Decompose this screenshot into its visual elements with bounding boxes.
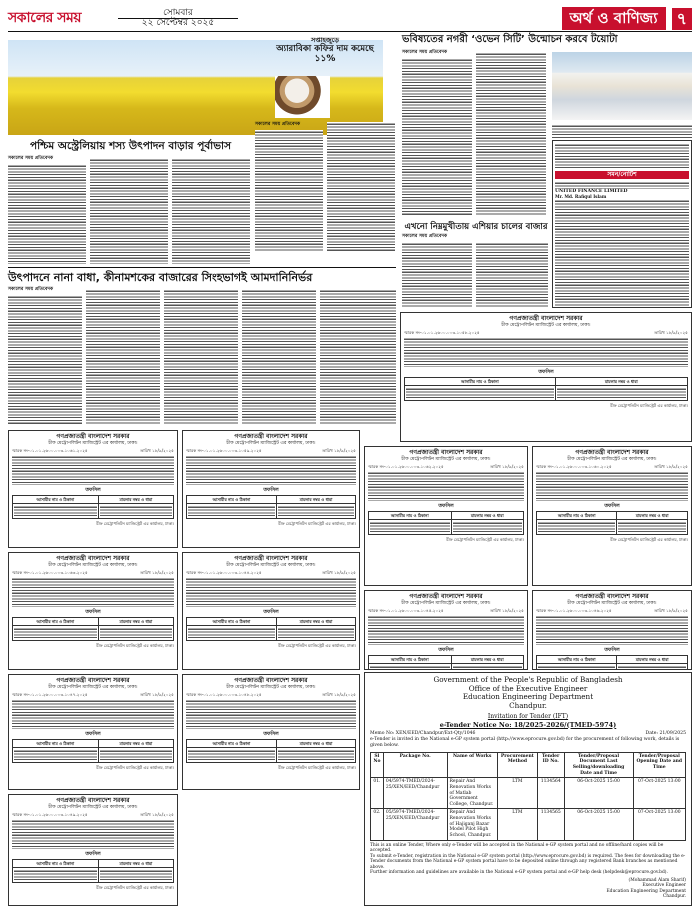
cinema-body-col3 (164, 289, 238, 425)
tender-signer-title: Executive Engineer (642, 883, 686, 889)
notice-meta (536, 464, 688, 469)
notice-col-case: মামলার নম্বর ও ধারা (555, 378, 687, 386)
notice-col-accused: আসামীর নাম ও ঠিকানা (405, 378, 556, 386)
notice-signature: চীফ মেট্রোপলিটন ম্যাজিস্ট্রেট এর কার্যালয়, ঢাকা। (96, 765, 174, 771)
notice-schedule-title: তফসিল (538, 369, 554, 376)
notice-schedule-title: তফসিল (85, 487, 101, 494)
tender-cell: Repair And Renovation Works of Hajiganj Bazar Model Pilot High School, Chandpur. (447, 809, 497, 840)
notice-table (186, 495, 356, 519)
notice-schedule-title: তফসিল (263, 731, 279, 738)
wheat-headline: পশ্চিম অস্ট্রেলিয়ায় শস্য উৎপাদন বাড়ার পূর্বাভাস (29, 140, 232, 152)
oven-city-body-col1 (402, 58, 472, 216)
notice-col-accused: আসামীর নাম ও ঠিকানা (187, 496, 277, 504)
tender-row (371, 809, 686, 840)
notice-col-case: মামলার নম্বর ও ধারা (98, 860, 173, 868)
notice-col-accused: আসামীর নাম ও ঠিকানা (13, 618, 99, 626)
notice-court: চীফ মেট্রোপলিটন ম্যাজিস্ট্রেট এর কার্যালয়, ঢাকা। (48, 804, 138, 810)
summons-intro-text (555, 143, 689, 169)
notice-date: তারিখ ১৮/৯/২০২৫ (140, 692, 174, 698)
section-name: অর্থ ও বাণিজ্য (562, 7, 666, 30)
tender-col-header: Procurement Method (497, 752, 537, 778)
cinema-body-col5 (320, 289, 396, 425)
notice-table (536, 655, 688, 670)
notice-col-accused: আসামীর নাম ও ঠিকানা (369, 656, 452, 664)
notice-table (12, 859, 174, 883)
coffee-byline: সকালের সময় প্রতিবেদক (255, 122, 301, 127)
tender-cell: 1134565 (537, 809, 564, 840)
coffee-figure: ১১% (314, 54, 336, 65)
coffee-body-right (327, 122, 395, 252)
coffee-body-left (255, 130, 323, 252)
court-notice (400, 312, 692, 442)
notice-body (536, 471, 688, 501)
notice-schedule-title: তফসিল (438, 647, 454, 654)
tender-cell: LTM (497, 809, 537, 840)
wheat-body-col3 (172, 158, 250, 264)
notice-col-accused: আসামীর নাম ও ঠিকানা (187, 740, 277, 748)
notice-date: তারিখ ১৮/৯/২০২৫ (654, 464, 688, 470)
court-notice (532, 590, 692, 670)
tender-date: Date: 21/09/2025 (645, 730, 686, 736)
oven-city-caption (552, 124, 692, 138)
summons-name: Mr. Md. Rafiqul Islam (555, 194, 607, 200)
notice-table (536, 511, 688, 535)
notice-memo: স্মারক নং-০১.০১.২৬০০.০০৩.১০৪৭.২০২৫ (12, 692, 88, 698)
notice-meta (186, 448, 356, 453)
tender-col-header: Tender ID No. (537, 752, 564, 778)
notice-court: চীফ মেট্রোপলিটন ম্যাজিস্ট্রেট এর কার্যালয়, ঢাকা। (48, 562, 138, 568)
notice-memo: স্মারক নং-০১.০১.২৬০০.০০৩.১০৬০.২০২৫ (536, 464, 612, 470)
notice-table (368, 655, 524, 670)
notice-body (12, 819, 174, 849)
notice-date: তারিখ ১৮/৯/২০২৫ (322, 570, 356, 576)
notice-date: তারিখ ১৮/৯/২০২৫ (140, 570, 174, 576)
tender-cell: Repair And Renovation Works of Matlab Government College, Chandpur. (447, 778, 497, 809)
notice-meta (12, 570, 174, 575)
notice-meta (536, 608, 688, 613)
notice-signature: চীফ মেট্রোপলিটন ম্যাজিস্ট্রেট এর কার্যালয়, ঢাকা। (278, 643, 356, 649)
notice-gov: গণপ্রজাতন্ত্রী বাংলাদেশ সরকার (234, 433, 308, 440)
notice-col-accused: আসামীর নাম ও ঠিকানা (13, 496, 99, 504)
issue-day: সোমবার (163, 7, 193, 18)
notice-gov: গণপ্রজাতন্ত্রী বাংলাদেশ সরকার (56, 555, 130, 562)
notice-table (12, 739, 174, 763)
notice-meta (12, 692, 174, 697)
notice-court: চীফ মেট্রোপলিটন ম্যাজিস্ট্রেট এর কার্যালয়, ঢাকা। (226, 684, 316, 690)
rice-body-col2 (476, 242, 548, 308)
summons-company: UNITED FINANCE LIMITED (555, 188, 628, 194)
cinema-byline: সকালের সময় প্রতিবেদক (8, 287, 54, 292)
notice-col-case: মামলার নম্বর ও ধারা (98, 496, 173, 504)
issue-date: ২২ সেপ্টেম্বর ২০২৫ (118, 18, 238, 28)
newspaper-logo: সকালের সময় (8, 9, 82, 26)
notice-gov: গণপ্রজাতন্ত্রী বাংলাদেশ সরকার (509, 315, 583, 322)
notice-date: তারিখ ১৮/৯/২০২৫ (654, 608, 688, 614)
notice-meta (12, 812, 174, 817)
notice-table (186, 617, 356, 641)
notice-col-case: মামলার নম্বর ও ধারা (451, 656, 524, 664)
tender-notice (364, 672, 692, 906)
tender-col-header: Name of Works (447, 752, 497, 778)
coffee-photo (275, 76, 330, 118)
coffee-kicker: সপ্তাহজুড়ে (310, 36, 339, 44)
notice-date: তারিখ ১৮/৯/২০২৫ (322, 692, 356, 698)
notice-meta (186, 570, 356, 575)
rice-body-col1 (402, 242, 472, 308)
section-tag (562, 7, 692, 30)
notice-col-accused: আসামীর নাম ও ঠিকানা (537, 656, 617, 664)
notice-schedule-title: তফসিল (263, 609, 279, 616)
tender-row (371, 778, 686, 809)
tender-intro: e-Tender is invited in the National e-GP system portal (http://www.eprocure.gov.bd) for the procurement of following work, details is given below. (370, 737, 680, 749)
tender-col-header: Package No. (383, 752, 447, 778)
tender-signature (370, 878, 686, 900)
notice-memo: স্মারক নং-০১.০১.২৬০০.০০৩.১০৫৮.২০২৫ (404, 330, 480, 336)
notice-col-accused: আসামীর নাম ও ঠিকানা (537, 512, 617, 520)
tender-cell: 06-Oct-2025 15:00 (564, 778, 633, 809)
notice-memo: স্মারক নং-০১.০১.২৬০০.০০৩.১০৬৩.২০২৫ (12, 570, 88, 576)
oven-city-byline: সকালের সময় প্রতিবেদক (402, 50, 448, 55)
summons-notice-ad (552, 140, 692, 308)
notice-court: চীফ মেট্রোপলিটন ম্যাজিস্ট্রেট এর কার্যালয়, ঢাকা। (401, 456, 491, 462)
tender-cell: 07-Oct-2025 13:00 (633, 809, 685, 840)
tender-cell: LTM (497, 778, 537, 809)
notice-memo: স্মারক নং-০১.০১.২৬০০.০০৩.১০৪৮.২০২৫ (186, 692, 262, 698)
notice-memo: স্মারক নং-০১.০১.২৬০০.০০৩.১০৪৪.২০২৫ (186, 570, 262, 576)
notice-schedule-title: তফসিল (85, 609, 101, 616)
notice-court: চীফ মেট্রোপলিটন ম্যাজিস্ট্রেট এর কার্যালয়, ঢাকা। (226, 440, 316, 446)
notice-memo: স্মারক নং-০১.০১.২৬০০.০০৩.১০৪৯.২০২৫ (12, 812, 88, 818)
tender-cell: 04/5974-TMED/2024-25/XEN/EED/Chandpur (383, 778, 447, 809)
court-notice (8, 552, 178, 670)
notice-table (186, 739, 356, 763)
tender-table (370, 752, 686, 841)
notice-body (368, 615, 524, 645)
notice-court: চীফ মেট্রোপলিটন ম্যাজিস্ট্রেট এর কার্যালয়, ঢাকা। (48, 684, 138, 690)
notice-col-case: মামলার নম্বর ও ধারা (617, 656, 688, 664)
notice-meta (186, 692, 356, 697)
notice-body (404, 337, 688, 367)
masthead (8, 6, 692, 32)
tender-gov: Government of the People's Republic of Bangladesh (433, 675, 623, 684)
notice-signature: চীফ মেট্রোপলিটন ম্যাজিস্ট্রেট এর কার্যালয়, ঢাকা। (610, 537, 688, 543)
notice-col-accused: আসামীর নাম ও ঠিকানা (13, 860, 99, 868)
notice-gov: গণপ্রজাতন্ত্রী বাংলাদেশ সরকার (409, 593, 483, 600)
notice-body (186, 455, 356, 485)
oven-city-render-photo (552, 52, 692, 120)
notice-signature: চীফ মেট্রোপলিটন ম্যাজিস্ট্রেট এর কার্যালয়, ঢাকা। (96, 643, 174, 649)
tender-signer: (Mohammad Alam Sharif) (628, 877, 686, 883)
notice-signature: চীফ মেট্রোপলিটন ম্যাজিস্ট্রেট এর কার্যালয়, ঢাকা। (96, 521, 174, 527)
wheat-byline: সকালের সময় প্রতিবেদক (8, 156, 54, 161)
court-notice (8, 794, 178, 906)
court-notice (532, 446, 692, 586)
notice-col-case: মামলার নম্বর ও ধারা (451, 512, 524, 520)
tender-col-header: Tender/Proposal Opening Date and Time (633, 752, 685, 778)
tender-invitation: Invitation for Tender (IFT) (487, 713, 569, 720)
dateline (118, 9, 238, 29)
cinema-body-col1 (8, 295, 82, 425)
tender-notice-no: e-Tender Notice No: 18/2025-2026/(TMED-5974) (439, 720, 617, 729)
tender-col-header: Tender/Proposal Document Last Selling/downloading Date and Time (564, 752, 633, 778)
wheat-body-col1 (8, 164, 86, 264)
court-notice (364, 446, 528, 586)
tender-memo: Memo No: XEN/EED/Chandpur/Ext-Qty/1046 (370, 730, 476, 736)
notice-schedule-title: তফসিল (263, 487, 279, 494)
notice-col-case: মামলার নম্বর ও ধারা (276, 740, 355, 748)
wheat-body-col2 (90, 158, 168, 264)
tender-signer-place: Chandpur. (662, 894, 686, 900)
notice-col-accused: আসামীর নাম ও ঠিকানা (369, 512, 452, 520)
court-notice (182, 674, 360, 790)
notice-signature: চীফ মেট্রোপলিটন ম্যাজিস্ট্রেট এর কার্যালয়, ঢাকা। (610, 403, 688, 409)
tender-place: Chandpur. (509, 700, 547, 710)
notice-col-accused: আসামীর নাম ও ঠিকানা (13, 740, 99, 748)
notice-memo: স্মারক নং-০১.০১.২৬০০.০০৩.১০৬১.২০২৫ (12, 448, 88, 454)
cinema-headline: উৎপাদনে নানা বাধা, কীনামশকের বাজারের সিংহভাগই আমদানিনির্ভর (8, 271, 313, 284)
notice-schedule-title: তফসিল (604, 503, 620, 510)
cinema-body-col2 (86, 289, 160, 425)
tender-table-body (371, 778, 686, 840)
notice-court: চীফ মেট্রোপলিটন ম্যাজিস্ট্রেট এর কার্যালয়, ঢাকা। (567, 600, 657, 606)
tender-cell: 07-Oct-2025 13:00 (633, 778, 685, 809)
tender-cell: 01. (371, 778, 384, 809)
notice-date: তারিখ ১৮/৯/২০২৫ (654, 330, 688, 336)
notice-meta (368, 464, 524, 469)
notice-table (12, 617, 174, 641)
notice-schedule-title: তফসিল (85, 851, 101, 858)
notice-body (12, 455, 174, 485)
notice-memo: স্মারক নং-০১.০১.২৬০০.০০৩.১০৪৬.২০২৫ (536, 608, 612, 614)
court-notice (8, 430, 178, 548)
notice-gov: গণপ্রজাতন্ত্রী বাংলাদেশ সরকার (409, 449, 483, 456)
notice-schedule-title: তফসিল (438, 503, 454, 510)
notice-meta (368, 608, 524, 613)
notice-gov: গণপ্রজাতন্ত্রী বাংলাদেশ সরকার (56, 797, 130, 804)
tender-cell: 05/5974-TMED/2024-25/XEN/EED/Chandpur (383, 809, 447, 840)
notice-date: তারিখ ১৮/৯/২০২৫ (490, 608, 524, 614)
tender-col-header: Sl No (371, 752, 384, 778)
tender-footer-3: Further information and guidelines are available in the National e-GP system portal and e-GP help desk (helpdesk@eprocure.gov.bd). (370, 870, 668, 876)
notice-col-case: মামলার নম্বর ও ধারা (276, 496, 355, 504)
notice-col-case: মামলার নম্বর ও ধারা (98, 618, 173, 626)
notice-date: তারিখ ১৮/৯/২০২৫ (322, 448, 356, 454)
notice-table (12, 495, 174, 519)
notice-signature: চীফ মেট্রোপলিটন ম্যাজিস্ট্রেট এর কার্যালয়, ঢাকা। (96, 885, 174, 891)
tender-office: Office of the Executive Engineer (468, 683, 588, 693)
notice-signature: চীফ মেট্রোপলিটন ম্যাজিস্ট্রেট এর কার্যালয়, ঢাকা। (278, 521, 356, 527)
notice-court: চীফ মেট্রোপলিটন ম্যাজিস্ট্রেট এর কার্যালয়, ঢাকা। (501, 322, 591, 328)
oven-city-headline: ভবিষ্যতের নগরী ‘ওভেন সিটি’ উন্মোচন করবে টয়োটা (402, 34, 618, 45)
notice-signature: চীফ মেট্রোপলিটন ম্যাজিস্ট্রেট এর কার্যালয়, ঢাকা। (278, 765, 356, 771)
notice-gov: গণপ্রজাতন্ত্রী বাংলাদেশ সরকার (575, 593, 649, 600)
notice-signature: চীফ মেট্রোপলিটন ম্যাজিস্ট্রেট এর কার্যালয়, ঢাকা। (446, 537, 524, 543)
notice-meta (12, 448, 174, 453)
tender-footer-2: To submit e-Tender, registration in the National e-GP system portal (http://www.eprocure.gov.bd) is required. The fees for downloading the e-Tender documents from the National e-GP system portal have to be deposited online through any registered Bank branches as mentioned above. (370, 853, 686, 870)
notice-col-case: মামলার নম্বর ও ধারা (98, 740, 173, 748)
notice-body (536, 615, 688, 645)
notice-date: তারিখ ১৮/৯/২০২৫ (140, 812, 174, 818)
notice-body (12, 699, 174, 729)
rice-headline: এখনো নিম্নমুখীতায় এশিয়ার চালের বাজার (404, 222, 548, 232)
court-notice (364, 590, 528, 670)
court-notice (8, 674, 178, 790)
tender-table-header (371, 752, 686, 778)
notice-gov: গণপ্রজাতন্ত্রী বাংলাদেশ সরকার (56, 677, 130, 684)
tender-cell: 06-Oct-2025 15:00 (564, 809, 633, 840)
notice-gov: গণপ্রজাতন্ত্রী বাংলাদেশ সরকার (56, 433, 130, 440)
tender-memo-row (370, 731, 686, 737)
summons-title: সমন/নোটিশ (555, 171, 689, 179)
court-notice (182, 552, 360, 670)
coffee-headline: অ্যারাবিকা কফির দাম কমেছে (276, 44, 374, 55)
notice-col-case: মামলার নম্বর ও ধারা (617, 512, 688, 520)
notice-court: চীফ মেট্রোপলিটন ম্যাজিস্ট্রেট এর কার্যালয়, ঢাকা। (226, 562, 316, 568)
notice-table (404, 377, 688, 401)
notice-schedule-title: তফসিল (85, 731, 101, 738)
notice-court: চীফ মেট্রোপলিটন ম্যাজিস্ট্রেট এর কার্যালয়, ঢাকা। (401, 600, 491, 606)
tender-dept: Education Engineering Department (462, 692, 594, 701)
notice-body (186, 699, 356, 729)
notice-body (186, 577, 356, 607)
notice-body (368, 471, 524, 501)
coffee-story (255, 36, 395, 65)
rice-byline: সকালের সময় প্রতিবেদক (402, 234, 448, 239)
notice-col-accused: আসামীর নাম ও ঠিকানা (187, 618, 277, 626)
cinema-body-col4 (242, 289, 316, 425)
notice-memo: স্মারক নং-০১.০১.২৬০০.০০৩.১০৫৯.২০২৫ (186, 448, 262, 454)
notice-date: তারিখ ১৮/৯/২০২৫ (140, 448, 174, 454)
tender-cell: 02. (371, 809, 384, 840)
oven-city-body-col2 (476, 52, 546, 216)
page-number: ৭ (672, 8, 692, 30)
tender-cell: 1134564 (537, 778, 564, 809)
notice-date: তারিখ ১৮/৯/২০২৫ (490, 464, 524, 470)
summons-body (555, 199, 689, 308)
notice-col-case: মামলার নম্বর ও ধারা (276, 618, 355, 626)
notice-table (368, 511, 524, 535)
notice-body (12, 577, 174, 607)
notice-memo: স্মারক নং-০১.০১.২৬০০.০০৩.১০৪৫.২০২৫ (368, 608, 444, 614)
tender-signer-dept: Education Engineering Department (606, 888, 686, 894)
court-notice (182, 430, 360, 548)
notice-court: চীফ মেট্রোপলিটন ম্যাজিস্ট্রেট এর কার্যালয়, ঢাকা। (567, 456, 657, 462)
notice-gov: গণপ্রজাতন্ত্রী বাংলাদেশ সরকার (575, 449, 649, 456)
notice-court: চীফ মেট্রোপলিটন ম্যাজিস্ট্রেট এর কার্যালয়, ঢাকা। (48, 440, 138, 446)
notice-gov: গণপ্রজাতন্ত্রী বাংলাদেশ সরকার (234, 677, 308, 684)
notice-memo: স্মারক নং-০১.০১.২৬০০.০০৩.১০৬২.২০২৫ (368, 464, 444, 470)
notice-meta (404, 330, 688, 335)
tender-footer-1: This is an online Tender, Where only e-Tender will be accepted in the National e-GP system portal and no offline/hard copies will be accepted. (370, 842, 664, 854)
notice-schedule-title: তফসিল (604, 647, 620, 654)
notice-gov: গণপ্রজাতন্ত্রী বাংলাদেশ সরকার (234, 555, 308, 562)
